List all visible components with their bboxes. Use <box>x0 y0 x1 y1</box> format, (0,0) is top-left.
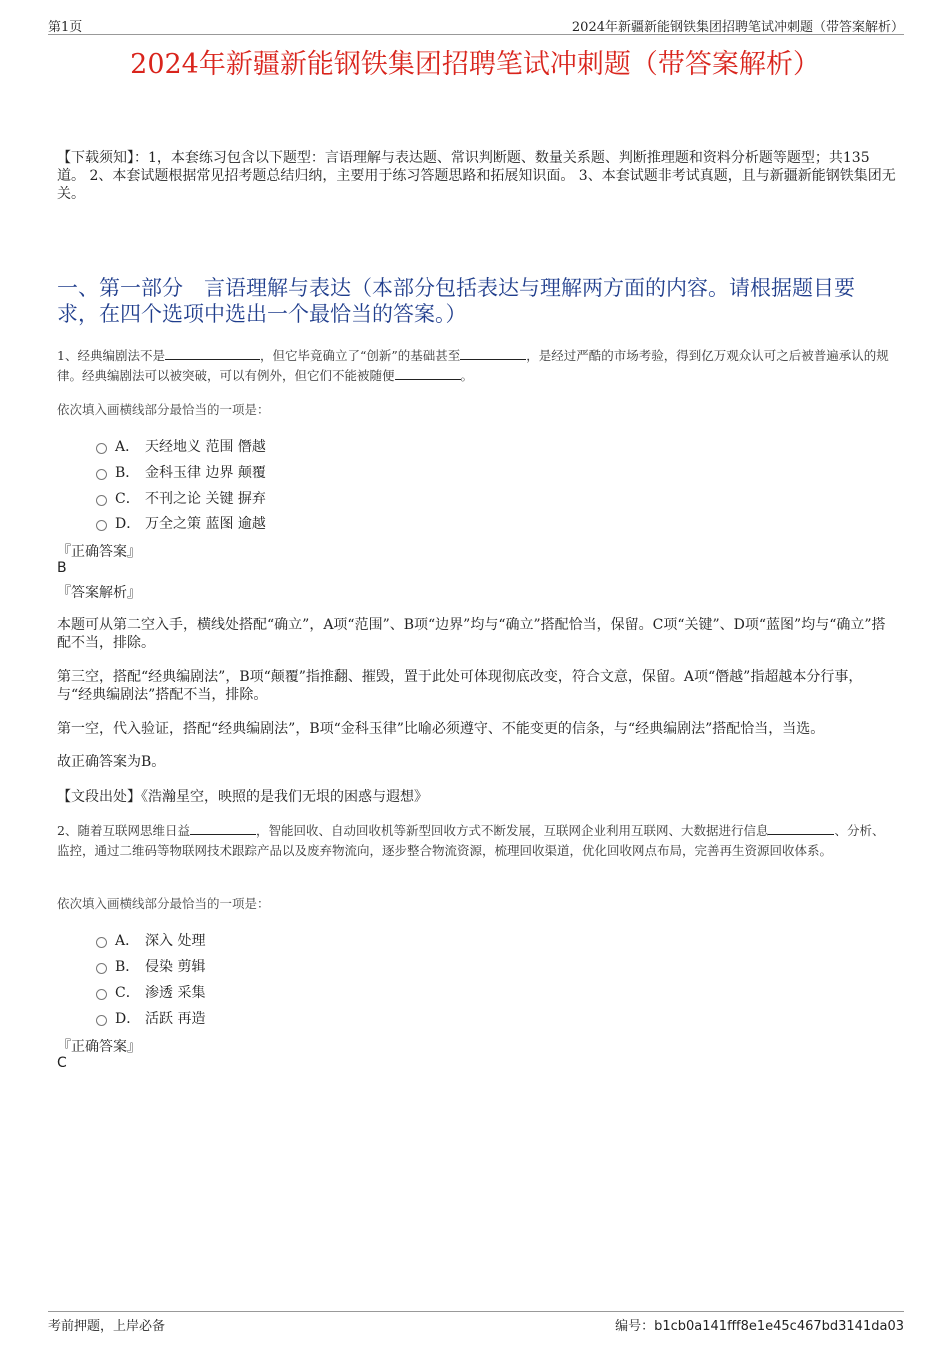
document-title: 2024年新疆新能钢铁集团招聘笔试冲刺题（带答案解析） <box>130 49 820 80</box>
analysis-paragraph: 本题可从第二空入手，横线处搭配“确立”，A项“范围”、B项“边界”均与“确立”搭配恰当，保留。C项“关键”、D项“蓝图”均与“确立”搭配不当，排除。 <box>57 617 886 651</box>
question-2-option-d[interactable]: D． 活跃 再造 <box>96 1008 205 1028</box>
question-1-prompt: 依次填入画横线部分最恰当的一项是： <box>57 402 270 417</box>
question-1-option-d[interactable]: D． 万全之策 蓝图 逾越 <box>96 513 266 533</box>
blank-line <box>460 347 526 360</box>
answer-value: B <box>57 560 67 576</box>
question-2-option-a[interactable]: A． 深入 处理 <box>96 930 205 950</box>
blank-line <box>190 822 256 835</box>
radio-icon[interactable] <box>96 469 107 480</box>
radio-icon[interactable] <box>96 520 107 531</box>
blank-line <box>165 347 260 360</box>
footer-code: 编号：b1cb0a141fff8e1e45c467bd3141da03 <box>615 1319 904 1334</box>
answer-label: 『正确答案』 <box>57 1039 141 1055</box>
radio-icon[interactable] <box>96 1015 107 1026</box>
analysis-paragraph: 第三空，搭配“经典编剧法”，B项“颠覆”指推翻、摧毁，置于此处可体现彻底改变，符合文意，保留。A项“僭越”指超越本分行事，与“经典编剧法”搭配不当，排除。 <box>57 669 863 703</box>
question-2-stem: 2、随着互联网思维日益 ，智能回收、自动回收机等新型回收方式不断发展，互联网企业利用互联网、大数据进行信息 、分析、监控，通过二维码等物联网技术跟踪产品以及废弃物流向，逐步整合物流资源，梳理回收渠道，优化回收网点布局，完善再生资源回收体系。 <box>57 823 885 858</box>
analysis-conclusion: 故正确答案为B。 <box>57 754 166 770</box>
question-1-stem: 1、经典编剧法不是 ，但它毕竟确立了“创新”的基础甚至 ，是经过严酷的市场考验，得到亿万观众认可之后被普遍承认的规律。经典编剧法可以被突破，可以有例外，但它们不能被随便 。 <box>57 348 889 383</box>
download-notice: 【下载须知】：1，本套练习包含以下题型：言语理解与表达题、常识判断题、数量关系题、判断推理题和资料分析题等题型；共135道。 2、本套试题根据常见招考题总结归纳，主要用于练习答题思路和拓展知识面。 3、本套试题非考试真题，且与新疆新能钢铁集团无关。 <box>57 150 896 202</box>
answer-label: 『正确答案』 <box>57 544 141 560</box>
question-1-option-a[interactable]: A． 天经地义 范围 僭越 <box>96 436 266 456</box>
question-1-option-c[interactable]: C． 不刊之论 关键 摒弃 <box>96 488 266 508</box>
answer-value: C <box>57 1055 67 1071</box>
radio-icon[interactable] <box>96 963 107 974</box>
page-footer <box>48 1311 904 1334</box>
header-doc-title: 2024年新疆新能钢铁集团招聘笔试冲刺题（带答案解析） <box>571 20 904 35</box>
radio-icon[interactable] <box>96 495 107 506</box>
radio-icon[interactable] <box>96 443 107 454</box>
blank-line <box>395 367 461 380</box>
passage-source: 【文段出处】《浩瀚星空，映照的是我们无垠的困惑与遐想》 <box>57 789 428 805</box>
analysis-paragraph: 第一空，代入验证，搭配“经典编剧法”，B项“金科玉律”比喻必须遵守、不能变更的信条，与“经典编剧法”搭配恰当，当选。 <box>57 721 825 737</box>
page-number: 第1页 <box>48 20 83 35</box>
section-heading: 一、第一部分 言语理解与表达（本部分包括表达与理解两方面的内容。请根据题目要求，在四个选项中选出一个最恰当的答案。） <box>57 276 855 326</box>
radio-icon[interactable] <box>96 989 107 1000</box>
footer-slogan: 考前押题，上岸必备 <box>48 1319 166 1334</box>
question-2-option-b[interactable]: B． 侵染 剪辑 <box>96 956 205 976</box>
analysis-label: 『答案解析』 <box>57 585 141 601</box>
radio-icon[interactable] <box>96 937 107 948</box>
question-2-option-c[interactable]: C． 渗透 采集 <box>96 982 205 1002</box>
question-1-option-b[interactable]: B． 金科玉律 边界 颠覆 <box>96 462 266 482</box>
page-header <box>48 14 904 35</box>
blank-line <box>768 822 834 835</box>
question-2-prompt: 依次填入画横线部分最恰当的一项是： <box>57 896 270 911</box>
